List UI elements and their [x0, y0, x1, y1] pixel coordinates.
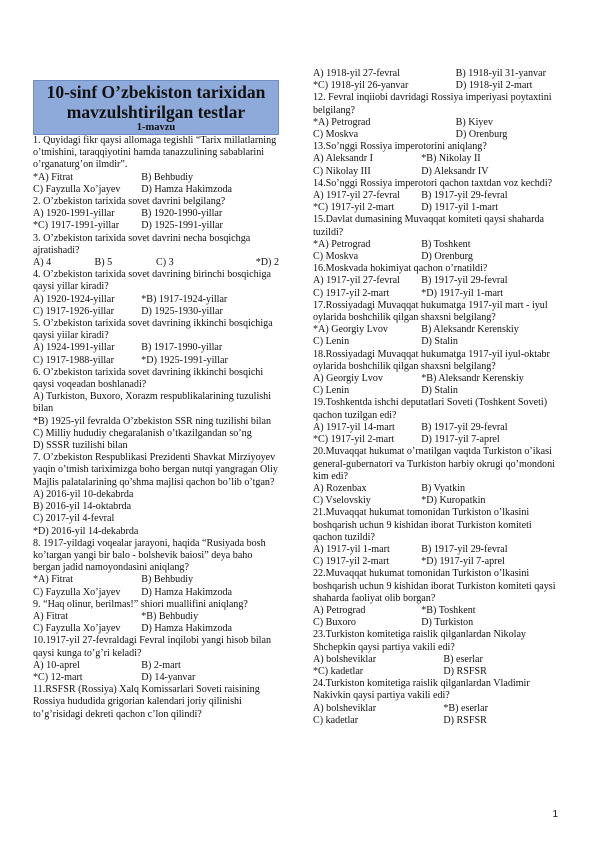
question-block [33, 538, 279, 599]
answer-option: C) Fayzulla Xo’jayev [33, 623, 121, 635]
answer-option: C) 1917-yil 2-mart [313, 287, 390, 299]
question-block [33, 135, 279, 196]
answer-option: A) bolsheviklar [313, 702, 377, 714]
answer-option: D) Orenburg [455, 129, 508, 141]
answer-option: C) Lenin [313, 385, 350, 397]
answer-option: B) Behbudiy [141, 574, 194, 586]
answer-option: C) Fayzulla Xo’jayev [33, 586, 121, 598]
answer-option: A) 1920-1924-yillar [33, 293, 115, 305]
question-block [313, 92, 559, 141]
answer-option: C) kadetlar [313, 714, 359, 726]
answer-option: D) Hamza Hakimzoda [141, 586, 233, 598]
answer-options [33, 208, 279, 232]
answer-options [313, 117, 559, 141]
answer-option: D) 14-yanvar [141, 671, 196, 683]
answer-options [33, 489, 279, 538]
question-block [313, 300, 559, 349]
answer-option: D) 1917-yil 7-aprel [421, 434, 500, 446]
answer-option: B) 1917-yil 29-fevral [421, 190, 508, 202]
question-text: 24.Turkiston komitetiga raislik qilganlardan Vladimir Nakivkin qaysi partiya vakili edi? [313, 678, 530, 702]
answer-option: *B) 1917-1924-yillar [141, 293, 228, 305]
question-block [33, 367, 279, 452]
question-text: 4. O’zbekiston tarixida sovet davrining birinchi bosqichiga qaysi yillar kiradi? [33, 269, 271, 293]
answer-option: *A) Georgiy Lvov [313, 324, 388, 336]
answer-option: D) Aleksandr IV [421, 165, 489, 177]
answer-option: C) 3 [156, 257, 174, 269]
answer-option: A) 4 [33, 257, 52, 269]
answer-option: A) Turkiston, Buxoro, Xorazm respublikalarining tuzulishi bilan [33, 391, 272, 415]
answer-option: D) Hamza Hakimzoda [141, 183, 233, 195]
question-block [313, 507, 559, 568]
left-questions [33, 135, 279, 721]
question-block [33, 599, 279, 636]
answer-option: *B) Nikolay II [421, 153, 481, 165]
answer-option: C) 1917-yil 2-mart [313, 556, 390, 568]
answer-option: C) Moskva [313, 129, 359, 141]
answer-option: *B) 1925-yil fevralda O’zbekiston SSR ning tuzilishi bilan [33, 415, 272, 427]
left-column [33, 80, 279, 721]
question-text: 2. O’zbekiston tarixida sovet davrini belgilang? [33, 196, 226, 208]
answer-option: B) 1917-yil 29-fevral [421, 421, 508, 433]
answer-options [313, 373, 559, 397]
question-block [313, 68, 559, 92]
question-block [33, 196, 279, 233]
question-block [33, 269, 279, 318]
question-text: 12. Fevral inqiiobi davridagi Rossiya imperiyasi poytaxtini belgilang? [313, 92, 552, 116]
question-text: 7. O’zbekiston Respublikasi Prezidenti Shavkat Mirziyoyev yaqin o’tmish tariximizga boho bergan nutqi yangragan Oliy Majlis palatalarining qo’shma majlisi qachon bo’lib o’tgan? [33, 452, 278, 488]
answer-options [313, 239, 559, 263]
answer-option: *D) 1917-yil 7-aprel [421, 556, 505, 568]
answer-options [313, 324, 559, 348]
question-block [313, 678, 559, 727]
question-text: 22.Muvaqqat hukumat tomonidan Turkiston o’lkasini boshqarish uchun 9 kishidan iborat Turkiston komiteti qaysi shaharda faoliyat olib borgan? [313, 568, 556, 604]
answer-option: *C) 1917-yil 2-mart [313, 202, 395, 214]
answer-option: B) Behbudiy [141, 171, 194, 183]
answer-option: A) Aleksandr I [313, 153, 373, 165]
answer-option: C) Nikolay III [313, 165, 371, 177]
answer-option: A) Rozenbax [313, 482, 367, 494]
answer-option: A) bolsheviklar [313, 653, 377, 665]
answer-option: *C) 1917-yil 2-mart [313, 434, 395, 446]
answer-options [33, 294, 279, 318]
answer-options [33, 342, 279, 366]
answer-option: A) 2016-yil 10-dekabrda [33, 488, 134, 500]
question-text: 8. 1917-yildagi voqealar jarayoni, haqida “Rusiyada bosh ko’targan yangi bir balo - bolshevik baiosi” deya baho bergan jadid namoyondasini aniqlang? [33, 537, 266, 574]
question-block [313, 214, 559, 263]
answer-options [313, 654, 559, 678]
question-text: 3. O’zbekiston tarixida sovet davrini necha bosqichga ajratishadi? [33, 232, 251, 256]
question-text: 20.Muvaqqat hukumat o’rnatilgan vaqtda Turkiston o’ikasi general-gubernatori va Turkiston harbiy okrugi qo’mondoni kim edi? [313, 446, 555, 482]
answer-options [313, 605, 559, 629]
question-text: 15.Davlat dumasining Muvaqqat komiteti qaysi shaharda tuzildi? [313, 214, 544, 238]
question-text: 14.So’nggi Rossiya imperotori qachon taxtdan voz kechdi? [313, 177, 553, 189]
question-block [33, 318, 279, 367]
answer-option: B) 2-mart [141, 659, 181, 671]
question-block [33, 684, 279, 721]
question-block [33, 635, 279, 684]
right-column [313, 68, 559, 727]
answer-option: C) Fayzulla Xo’jayev [33, 183, 121, 195]
answer-option: C) 1917-1926-yillar [33, 305, 115, 317]
page-number: 1 [552, 809, 558, 820]
answer-option: C) Vselovskiy [313, 495, 371, 507]
answer-options [33, 391, 279, 452]
answer-option: *C) 1917-1991-yillar [33, 220, 120, 232]
answer-option: A) 1917-yil 27-fevral [313, 275, 400, 287]
answer-option: B) Vyatkin [421, 482, 466, 494]
answer-option: *C) 1918-yil 26-yanvar [313, 80, 409, 92]
answer-options [313, 483, 559, 507]
answer-option: D) Hamza Hakimzoda [141, 623, 233, 635]
question-text: 18.Rossiyadagi Muvaqqat hukumatga 1917-yil iyul-oktabr oylarida boshchilik qilgan shaxsni belgilang? [313, 348, 550, 372]
answer-option: D) SSSR tuzilishi bilan [33, 440, 128, 452]
question-block [313, 349, 559, 398]
answer-options [313, 275, 559, 299]
answer-option: *D) 2016-yil 14-dekabrda [33, 525, 139, 537]
question-block [313, 263, 559, 300]
answer-options [313, 190, 559, 214]
question-text: 11.RSFSR (Rossiya) Xalq Komissarlari Soveti raisining Rossiya hududida grigorian kalendari joriy qilinishi to’g’risidagi dekreti qachon c’lon qilindi? [33, 684, 260, 720]
answer-option: *B) eserlar [443, 702, 488, 714]
answer-option: *D) 1925-1991-yillar [141, 354, 228, 366]
answer-option: *B) Toshkent [421, 604, 476, 616]
answer-option: A) 1920-1991-yillar [33, 208, 115, 220]
answer-option: B) eserlar [443, 653, 483, 665]
question-block [313, 568, 559, 629]
answer-option: A) 1917-yil 1-mart [313, 543, 390, 555]
answer-option: *A) Fitrat [33, 574, 74, 586]
question-block [313, 629, 559, 678]
answer-option: C) 2017-yil 4-fevral [33, 513, 115, 525]
page-subtitle: 1-mavzu [136, 122, 176, 133]
question-text: 17.Rossiyadagi Muvaqqat hukumatga 1917-yil mart - iyul oylarida boshchilik qilgan shaxsni belgilang? [313, 299, 548, 324]
answer-option: D) Turkiston [421, 617, 474, 629]
answer-option: B) 2016-yil 14-oktabrda [33, 501, 132, 513]
answer-option: *B) Behbudiy [141, 610, 199, 622]
answer-options [33, 611, 279, 635]
question-text: 23.Turkiston komitetiga raislik qilganlardan Nikolay Shchepkin qaysi partiya vakili edi? [313, 629, 526, 653]
answer-option: B) 1917-1990-yillar [141, 342, 223, 354]
question-text: 10.1917-yil 27-fevraldagi Fevral inqilobi yangi hisob bilan qaysi kunga to’g’ri keladi? [33, 635, 272, 659]
answer-options [313, 68, 559, 92]
answer-option: *A) Petrograd [313, 116, 371, 128]
answer-option: D) 1918-yil 2-mart [455, 80, 533, 92]
answer-option: D) Stalin [421, 336, 458, 348]
page-title: 10-sinf O’zbekiston tarixidan mavzulshtirilgan testlar [46, 82, 266, 122]
answer-options [33, 172, 279, 196]
answer-option: D) Orenburg [421, 251, 473, 263]
question-block [33, 233, 279, 270]
answer-option: *D) 1917-yil 1-mart [421, 287, 504, 299]
answer-option: B) 1917-yil 29-fevral [421, 543, 508, 555]
answer-options [33, 660, 279, 684]
question-text: 6. O’zbekiston tarixida sovet davrining ikkinchi bosqichi qaysi voqeadan boshlanadi? [33, 366, 264, 391]
answer-option: B) Toshkent [421, 238, 471, 250]
answer-option: *D) Kuropatkin [421, 495, 486, 507]
question-block [33, 452, 279, 537]
question-text: 9. “Haq olinur, berilmas!” shiori muallifini aniqlang? [33, 598, 248, 610]
answer-option: B) Kiyev [455, 116, 493, 128]
answer-option: A) Fitrat [33, 610, 69, 622]
answer-option: *C) kadetlar [313, 665, 364, 677]
answer-option: B) 1920-1990-yillar [141, 208, 223, 220]
answer-option: D) RSFSR [443, 665, 487, 677]
answer-option: A) Georgiy Lvov [313, 373, 383, 385]
question-text: 1. Quyidagi fikr qaysi allomaga tegishli “Tarix millatlarning o’tmishini, taraqqiyotini hamda tanazzulining sabablarini o’rganaturg’on ilmdir”. [33, 135, 277, 171]
answer-option: C) Milliy hududiy chegaralanish o’tkazilgandan so’ng [33, 427, 252, 439]
answer-option: C) 1917-1988-yillar [33, 354, 115, 366]
answer-option: B) Aleksandr Kerenskiy [421, 324, 519, 336]
answer-option: B) 1917-yil 29-fevral [421, 275, 508, 287]
answer-option: B) 5 [94, 257, 113, 269]
title-box [33, 80, 279, 135]
question-text: 21.Muvaqqat hukumat tomonidan Turkiston o’lkasini boshqarish uchun 9 kishidan iborat Turkiston komiteti qachon tuzildi? [313, 507, 532, 543]
answer-option: D) 1925-1930-yillar [141, 305, 223, 317]
answer-option: D) 1917-yil 1-mart [421, 202, 499, 214]
answer-option: A) 1924-1991-yillar [33, 342, 115, 354]
answer-options [313, 422, 559, 446]
answer-option: *B) Aleksandr Kerenskiy [421, 373, 524, 385]
answer-options [313, 544, 559, 568]
question-block [313, 446, 559, 507]
answer-option: C) Moskva [313, 251, 359, 263]
question-block [313, 397, 559, 446]
answer-options [33, 574, 279, 598]
answer-option: A) 1917-yil 27-fevral [313, 190, 400, 202]
answer-option: A) 1918-yil 27-fevral [313, 68, 400, 79]
answer-option: *C) 12-mart [33, 671, 83, 683]
answer-option: A) Petrograd [313, 604, 366, 616]
answer-option: D) Stalin [421, 385, 458, 397]
question-block [313, 141, 559, 178]
answer-option: A) 1917-yil 14-mart [313, 421, 395, 433]
answer-option: D) 1925-1991-yillar [141, 220, 223, 232]
question-text: 19.Toshkentda ishchi deputatlari Soveti (Toshkent Soveti) qachon tuzilgan edi? [313, 397, 548, 421]
answer-option: C) Lenin [313, 336, 350, 348]
answer-option: B) 1918-yil 31-yanvar [455, 68, 546, 79]
right-questions [313, 68, 559, 727]
answer-options [313, 153, 559, 177]
answer-option: C) Buxoro [313, 617, 356, 629]
answer-options [33, 257, 279, 269]
question-text: 13.So’nggi Rossiya imperotorini aniqlang? [313, 141, 487, 153]
answer-option: *A) Fitrat [33, 171, 74, 183]
question-text: 5. O’zbekiston tarixida sovet davrining ikkinchi bosqichiga qaysi yiilar kiradi? [33, 318, 273, 342]
answer-option: *D) 2 [255, 257, 279, 269]
question-text: 16.Moskvada hokimiyat qachon o’rnatildi? [313, 263, 488, 275]
answer-option: D) RSFSR [443, 714, 487, 726]
answer-options [313, 703, 559, 727]
answer-option: A) 10-aprel [33, 659, 80, 671]
question-block [313, 178, 559, 215]
answer-option: *A) Petrograd [313, 238, 371, 250]
